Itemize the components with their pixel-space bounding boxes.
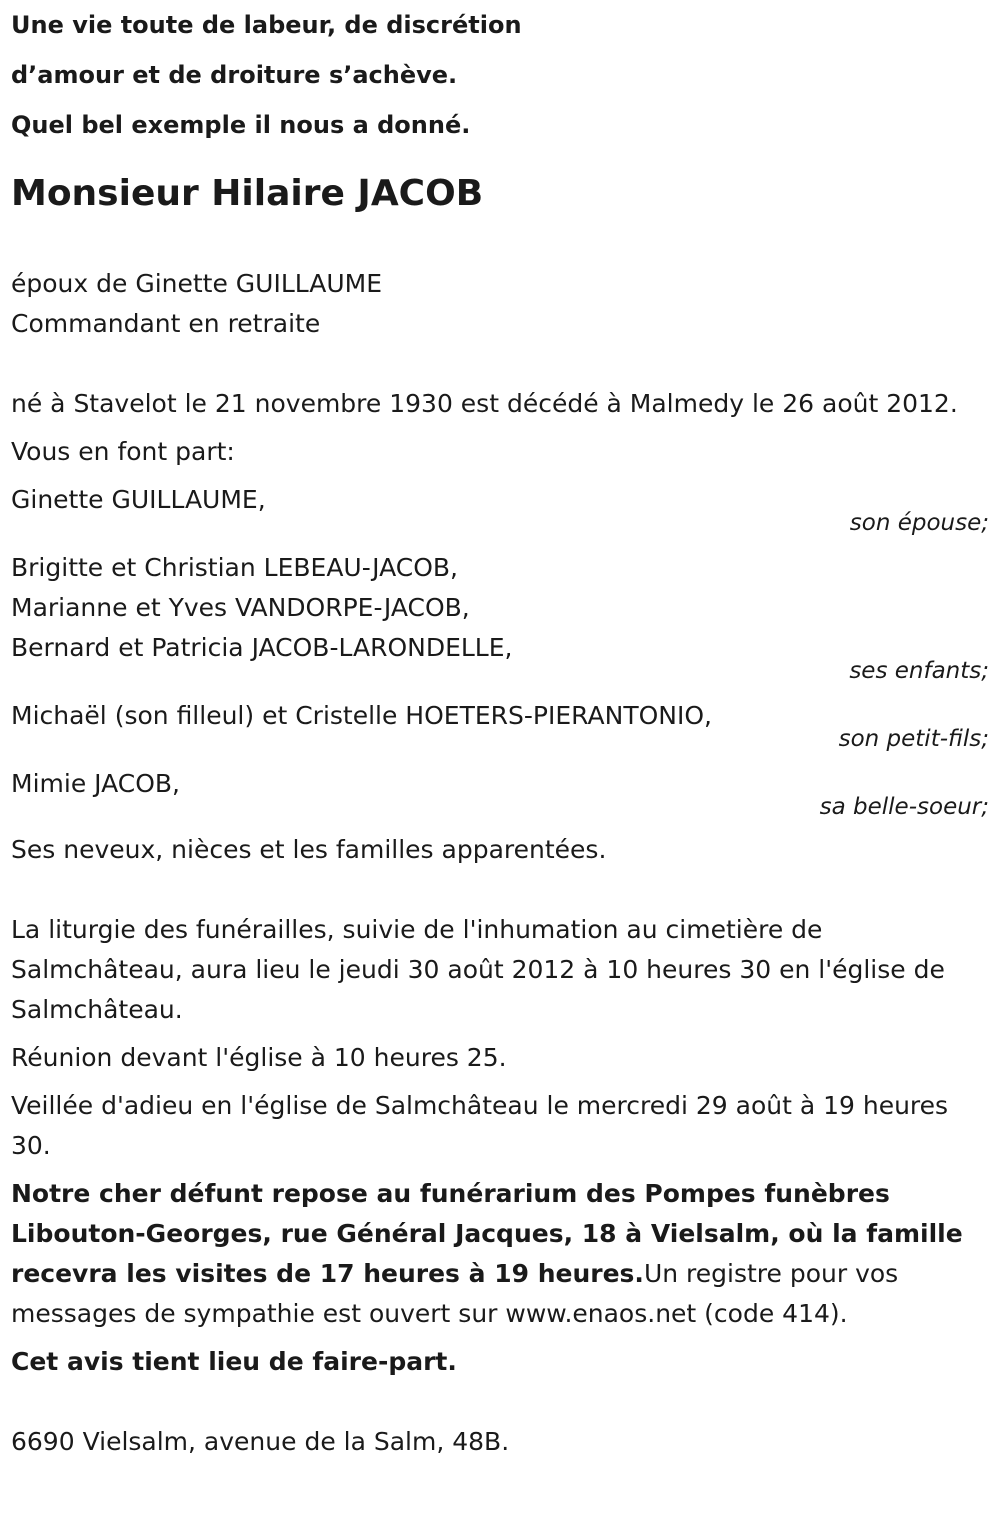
extended-family-line: Ses neveux, nièces et les familles apparentées.: [11, 835, 607, 864]
funeral-home-paragraph: [11, 1174, 991, 1334]
intro-verse: [11, 0, 991, 150]
family-name: Michaël (son filleul) et Cristelle HOETERS-PIERANTONIO,: [11, 701, 712, 730]
family-name: Ginette GUILLAUME,: [11, 485, 266, 514]
vigil-line: Veillée d'adieu en l'église de Salmchâteau le mercredi 29 août à 19 heures 30.: [11, 1091, 949, 1160]
deceased-name: Monsieur Hilaire JACOB: [11, 173, 484, 214]
family-name: Mimie JACOB,: [11, 769, 180, 798]
title-line: Commandant en retraite: [11, 309, 321, 338]
family-group-grandson: [11, 696, 991, 752]
family-group-spouse: [11, 480, 991, 536]
family-name: Marianne et Yves VANDORPE-JACOB,: [11, 593, 470, 622]
family-name: Brigitte et Christian LEBEAU-JACOB,: [11, 553, 458, 582]
family-group-sister-in-law: [11, 764, 991, 820]
spouse-line: époux de Ginette GUILLAUME: [11, 269, 383, 298]
intro-line-3: Quel bel exemple il nous a donné.: [11, 111, 471, 139]
notice-line: Cet avis tient lieu de faire-part.: [11, 1347, 457, 1376]
family-relation: ses enfants;: [849, 658, 989, 684]
intro-line-2: d’amour et de droiture s’achève.: [11, 61, 458, 89]
intro-line-1: Une vie toute de labeur, de discrétion: [11, 11, 522, 39]
family-relation: son épouse;: [849, 510, 989, 536]
announcers-intro: Vous en font part:: [11, 437, 235, 466]
meeting-line: Réunion devant l'église à 10 heures 25.: [11, 1043, 507, 1072]
family-relation: sa belle-soeur;: [819, 794, 989, 820]
register-text: Un registre pour vos messages de sympathie est ouvert sur www.enaos.net (code 414).: [11, 1259, 899, 1328]
address-line: 6690 Vielsalm, avenue de la Salm, 48B.: [11, 1427, 510, 1456]
funeral-home-text: Notre cher défunt repose au funérarium des Pompes funèbres Libouton-Georges, rue Général Jacques, 18 à Vielsalm, où la famille recevra les visites de 17 heures à 19 heures.: [11, 1179, 963, 1288]
family-name: Bernard et Patricia JACOB-LARONDELLE,: [11, 633, 513, 662]
family-group-children: [11, 548, 991, 684]
obituary-document: [11, 0, 991, 1462]
birth-death-line: né à Stavelot le 21 novembre 1930 est décédé à Malmedy le 26 août 2012.: [11, 389, 958, 418]
family-relation: son petit-fils;: [838, 726, 989, 752]
liturgy-paragraph: La liturgie des funérailles, suivie de l'inhumation au cimetière de Salmchâteau, aura lieu le jeudi 30 août 2012 à 10 heures 30 en l'église de Salmchâteau.: [11, 915, 945, 1024]
